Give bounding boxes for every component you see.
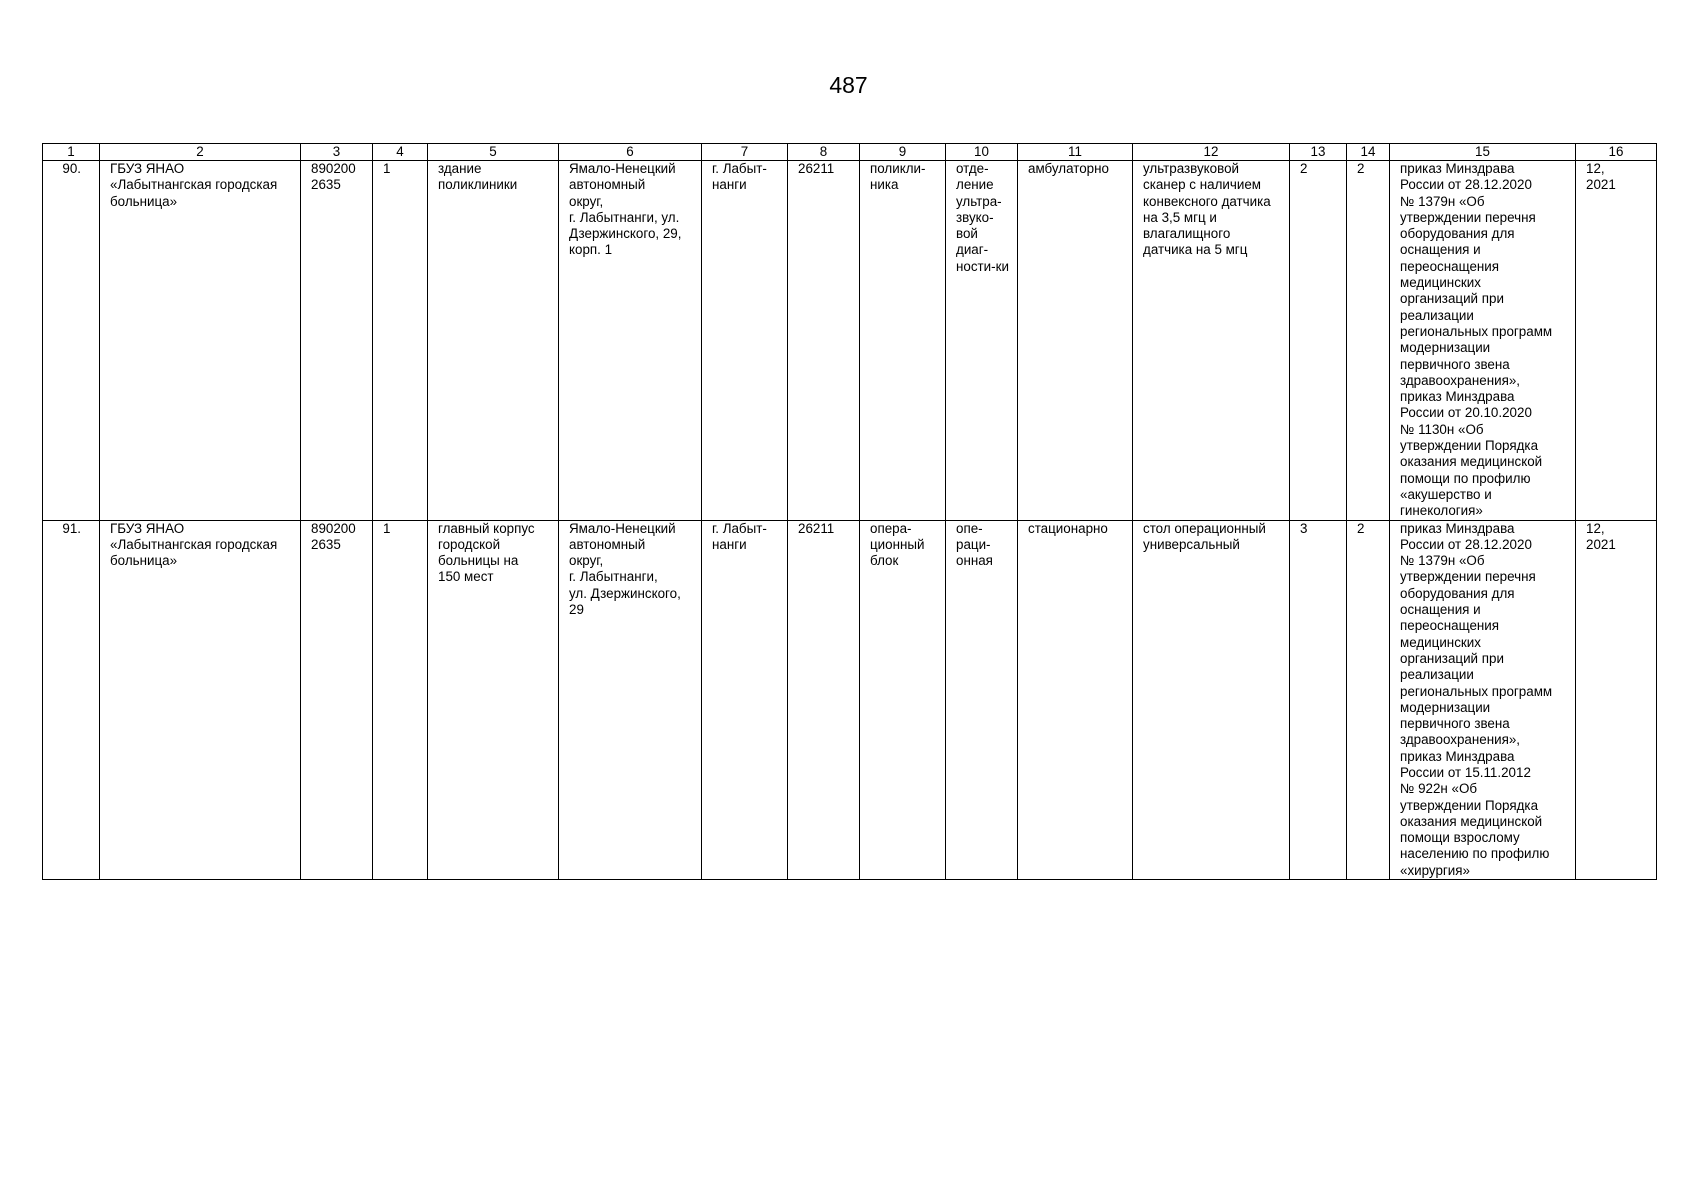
regulation-cell: приказ Минздрава России от 28.12.2020 № 1379н «Об утверждении перечня оборудования для оснащения и переоснащения медицинских организаций при реализации региональных программ модернизации первичного звена здравоохранения», приказ Минздрава России от 20.10.2020 № 1130н «Об утверждении Порядка оказания медицинской помощи по профилю «акушерство и гинекология» xyxy=(1390,161,1576,521)
inn-cell: 890200 2635 xyxy=(301,520,373,880)
table-row xyxy=(43,520,1657,880)
building-cell: главный корпус городской больницы на 150 мест xyxy=(428,520,559,880)
city-cell: г. Лабыт- нанги xyxy=(702,520,788,880)
column-header: 3 xyxy=(301,144,373,161)
unit-cell: поликли- ника xyxy=(860,161,946,521)
column-header: 8 xyxy=(788,144,860,161)
column-14-cell: 2 xyxy=(1347,161,1390,521)
organization-cell: ГБУЗ ЯНАО «Лабытнангская городская больница» xyxy=(100,161,301,521)
unit-cell: опера- ционный блок xyxy=(860,520,946,880)
department-cell: опе- раци- онная xyxy=(946,520,1018,880)
column-header: 9 xyxy=(860,144,946,161)
care-type-cell: амбулаторно xyxy=(1018,161,1133,521)
code-cell: 26211 xyxy=(788,520,860,880)
equipment-cell: стол операционный универсальный xyxy=(1133,520,1290,880)
column-header: 5 xyxy=(428,144,559,161)
column-13-cell: 2 xyxy=(1290,161,1347,521)
column-header: 14 xyxy=(1347,144,1390,161)
column-header: 4 xyxy=(373,144,428,161)
column-header: 15 xyxy=(1390,144,1576,161)
care-type-cell: стационарно xyxy=(1018,520,1133,880)
table-row xyxy=(43,161,1657,521)
page-number: 487 xyxy=(829,72,868,98)
column-13-cell: 3 xyxy=(1290,520,1347,880)
city-cell: г. Лабыт- нанги xyxy=(702,161,788,521)
column-header: 13 xyxy=(1290,144,1347,161)
building-cell: здание поликлиники xyxy=(428,161,559,521)
code-cell: 26211 xyxy=(788,161,860,521)
column-header: 2 xyxy=(100,144,301,161)
column-14-cell: 2 xyxy=(1347,520,1390,880)
column-header: 11 xyxy=(1018,144,1133,161)
column-header: 7 xyxy=(702,144,788,161)
inn-cell: 890200 2635 xyxy=(301,161,373,521)
column-header: 10 xyxy=(946,144,1018,161)
department-cell: отде- ление ультра- звуко- вой диаг- ности-ки xyxy=(946,161,1018,521)
column-header: 6 xyxy=(559,144,702,161)
row-number-cell: 91. xyxy=(43,520,100,880)
column-header: 16 xyxy=(1576,144,1657,161)
address-cell: Ямало-Ненецкий автономный округ, г. Лабытнанги, ул. Дзержинского, 29 xyxy=(559,520,702,880)
column-4-cell: 1 xyxy=(373,161,428,521)
equipment-table xyxy=(42,143,1657,880)
row-number-cell: 90. xyxy=(43,161,100,521)
equipment-cell: ультразвуковой сканер с наличием конвексного датчика на 3,5 мгц и влагалищного датчика на 5 мгц xyxy=(1133,161,1290,521)
address-cell: Ямало-Ненецкий автономный округ, г. Лабытнанги, ул. Дзержинского, 29, корп. 1 xyxy=(559,161,702,521)
organization-cell: ГБУЗ ЯНАО «Лабытнангская городская больница» xyxy=(100,520,301,880)
column-header: 1 xyxy=(43,144,100,161)
table-header-row xyxy=(43,144,1657,161)
date-cell: 12, 2021 xyxy=(1576,161,1657,521)
column-header: 12 xyxy=(1133,144,1290,161)
date-cell: 12, 2021 xyxy=(1576,520,1657,880)
column-4-cell: 1 xyxy=(373,520,428,880)
regulation-cell: приказ Минздрава России от 28.12.2020 № 1379н «Об утверждении перечня оборудования для оснащения и переоснащения медицинских организаций при реализации региональных программ модернизации первичного звена здравоохранения», приказ Минздрава России от 15.11.2012 № 922н «Об утверждении Порядка оказания медицинской помощи взрослому населению по профилю «хирургия» xyxy=(1390,520,1576,880)
